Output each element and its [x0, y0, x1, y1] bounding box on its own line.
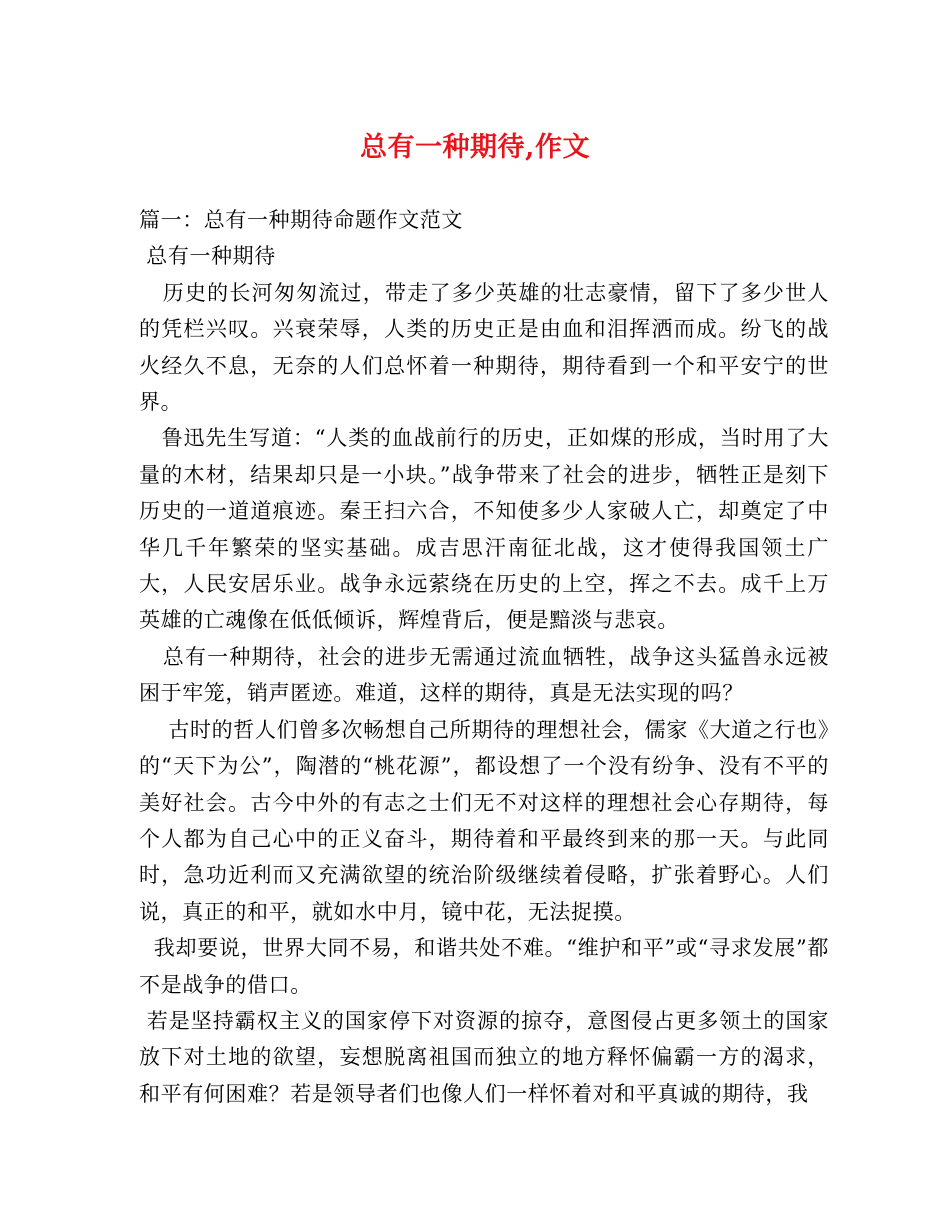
- section-heading: 篇一：总有一种期待命题作文范文: [139, 208, 463, 232]
- essay-title: 总有一种期待: [139, 244, 276, 269]
- document-body: [139, 202, 829, 1112]
- paragraph-6: 若是坚持霸权主义的国家停下对资源的掠夺，意图侵占更多领土的国家放下对土地的欲望，妄想脱离祖国而独立的地方释怀偏霸一方的渴求，和平有何困难？若是领导者们也像人们一样怀着对和平真诚的期待，我: [139, 1008, 829, 1106]
- paragraph-2: 鲁迅先生写道：“人类的血战前行的历史，正如煤的形成，当时用了大量的木材，结果却只是一小块。”战争带来了社会的进步，牺牲正是刻下历史的一道道痕迹。秦王扫六合，不知使多少人家破人亡，却奠定了中华几千年繁荣的坚实基础。成吉思汗南征北战，这才使得我国领土广大，人民安居乐业。战争永远萦绕在历史的上空，挥之不去。成千上万英雄的亡魂像在低低倾诉，辉煌背后，便是黯淡与悲哀。: [139, 426, 829, 633]
- paragraph-5: 我却要说，世界大同不易，和谐共处不难。“维护和平”或“寻求发展”都不是战争的借口。: [139, 936, 829, 997]
- paragraph-4: 古时的哲人们曾多次畅想自己所期待的理想社会，儒家《大道之行也》的“天下为公”，陶潜的“桃花源”，都设想了一个没有纷争、没有不平的美好社会。古今中外的有志之士们无不对这样的理想社会心存期待，每个人都为自己心中的正义奋斗，期待着和平最终到来的那一天。与此同时，急功近利而又充满欲望的统治阶级继续着侵略，扩张着野心。人们说，真正的和平，就如水中月，镜中花，无法捉摸。: [139, 717, 829, 924]
- document-title: 总有一种期待,作文: [360, 132, 590, 163]
- paragraph-1: 历史的长河匆匆流过，带走了多少英雄的壮志豪情，留下了多少世人的凭栏兴叹。兴衰荣辱，人类的历史正是由血和泪挥洒而成。纷飞的战火经久不息，无奈的人们总怀着一种期待，期待看到一个和平安宁的世界。: [139, 280, 829, 415]
- paragraph-3: 总有一种期待，社会的进步无需通过流血牺牲，战争这头猛兽永远被困于牢笼，销声匿迹。难道，这样的期待，真是无法实现的吗？: [139, 644, 829, 706]
